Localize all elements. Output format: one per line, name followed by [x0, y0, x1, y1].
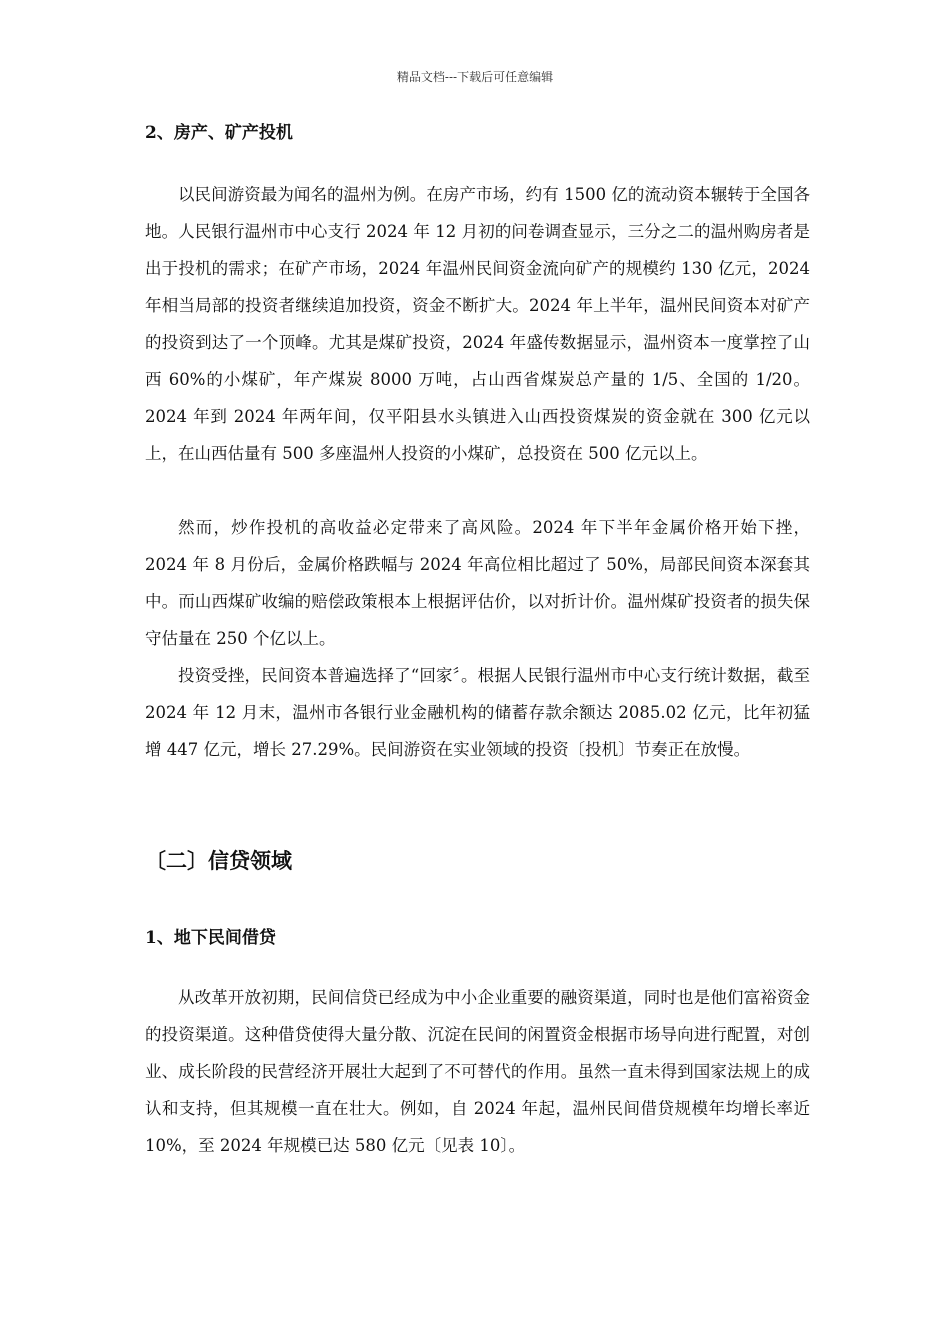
- running-header: 精品文档---下载后可任意编辑: [396, 70, 554, 84]
- section-heading-credit: 〔二〕信贷领域: [145, 848, 292, 873]
- paragraph-wenzhou-speculation: 以民间游资最为闻名的温州为例。在房产市场，约有 1500 亿的流动资本辗转于全国各地。人民银行温州市中心支行 2024 年 12 月初的问卷调查显示，三分之二的温州购房者是出于投机的需求；在矿产市场，2024 年温州民间资金流向矿产的规模约 130 亿元，2024 年相当局部的投资者继续追加投资，资金不断扩大。2024 年上半年，温州民间资本对矿产的投资到达了一个顶峰。尤其是煤矿投资，2024 年盛传数据显示，温州资本一度掌控了山西 60%的小煤矿，年产煤炭 8000 万吨，占山西省煤炭总产量的 1/5、全国的 1/20。2024 年到 2024 年两年间，仅平阳县水头镇进入山西投资煤炭的资金就在 300 亿元以上，在山西估量有 500 多座温州人投资的小煤矿，总投资在 500 亿元以上。: [145, 185, 810, 463]
- paragraph-high-risk: 然而，炒作投机的高收益必定带来了高风险。2024 年下半年金属价格开始下挫，2024 年 8 月份后，金属价格跌幅与 2024 年高位相比超过了 50%，局部民间资本深套其中。而山西煤矿收编的赔偿政策根本上根据评估价，以对折计价。温州煤矿投资者的损失保守估量在 250 个亿以上。: [145, 518, 810, 648]
- section-heading-property-mining: 2、房产、矿产投机: [145, 123, 293, 143]
- paragraph-capital-returns: 投资受挫，民间资本普遍选择了“回家〞。根据人民银行温州市中心支行统计数据，截至 2024 年 12 月末，温州市各银行业金融机构的储蓄存款余额达 2085.02 亿元，比年初猛增 447 亿元，增长 27.29%。民间游资在实业领域的投资〔投机〕节奏正在放慢。: [145, 666, 810, 759]
- paragraph-private-lending: 从改革开放初期，民间信贷已经成为中小企业重要的融资渠道，同时也是他们富裕资金的投资渠道。这种借贷使得大量分散、沉淀在民间的闲置资金根据市场导向进行配置，对创业、成长阶段的民营经济开展壮大起到了不可替代的作用。虽然一直未得到国家法规上的成认和支持，但其规模一直在壮大。例如，自 2024 年起，温州民间借贷规模年均增长率近 10%，至 2024 年规模已达 580 亿元〔见表 10〕。: [145, 988, 810, 1155]
- section-heading-underground-lending: 1、地下民间借贷: [145, 928, 276, 948]
